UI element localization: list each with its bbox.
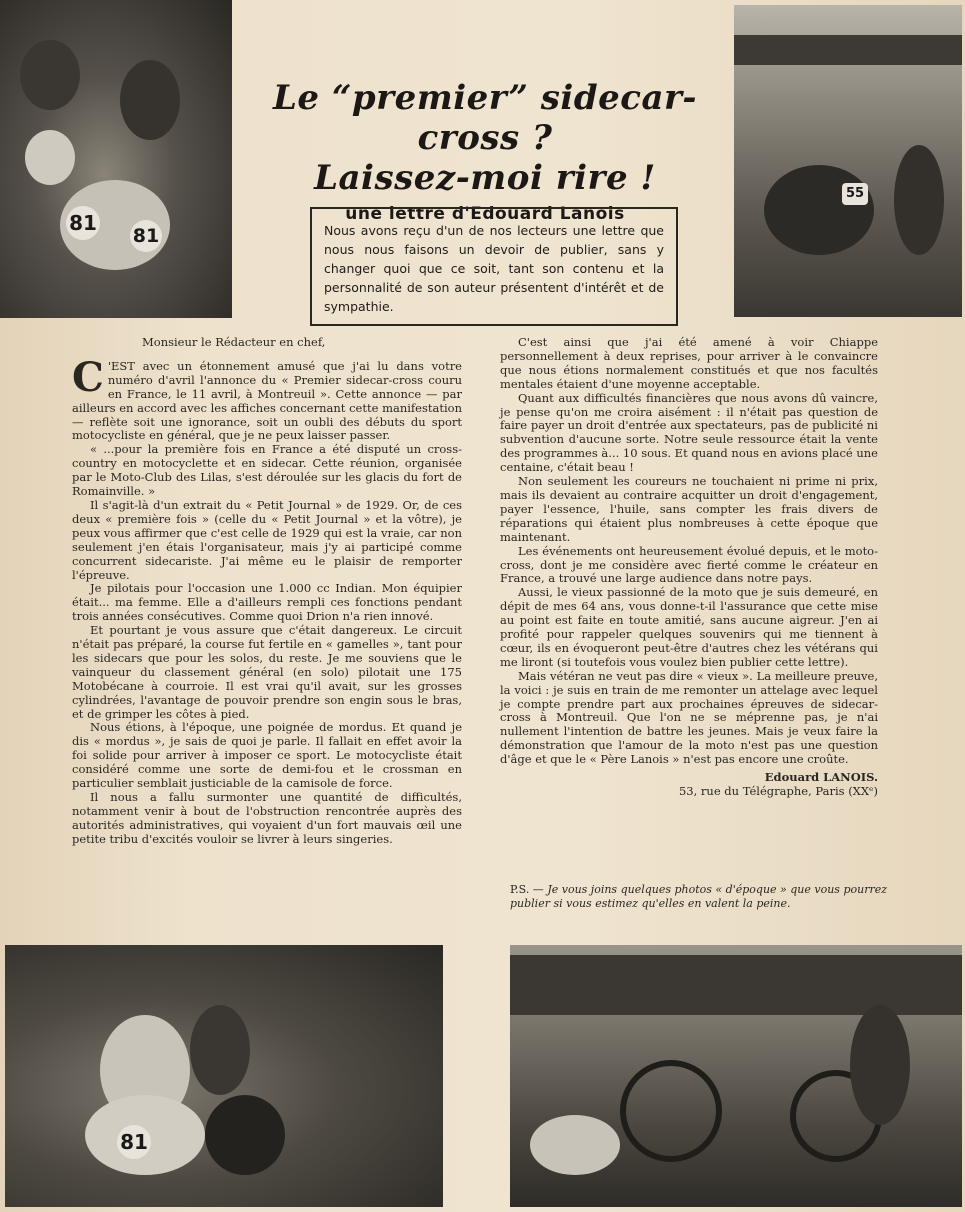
- sidecar-number-81-bottom: 81: [117, 1125, 151, 1159]
- left-paragraph-3: Il s'agit-là d'un extrait du « Petit Journal » de 1929. Or, de ces deux « première fois » (celle du « Petit Journal » et la vôtre), je peux vous affirmer que c'est celle de 1929 qui est la vraie, car non seulement j'en étais l'organisateur, mais j'y ai participé comme concurrent sidecariste. J'ai même eu le plaisir de remporter l'épreuve.: [72, 497, 462, 582]
- signature: Edouard LANOIS.: [764, 770, 878, 785]
- signature-address: 53, rue du Télégraphe, Paris (XXᵉ): [678, 784, 878, 798]
- headline: [240, 78, 730, 224]
- headline-line-1: Le “premier” sidecar-cross ?: [272, 78, 698, 158]
- headline-line-2: Laissez-moi rire !: [314, 158, 656, 198]
- photo-bottom-left: [5, 945, 443, 1207]
- left-column: [72, 336, 462, 847]
- photo-top-left: [0, 0, 232, 318]
- right-paragraph-1: C'est ainsi que j'ai été amené à voir Chiappe personnellement à deux reprises, pour arriver à le convaincre que nous étions normalement constitués et que nos facultés mentales étaient d'une moyenne acceptable.: [500, 335, 878, 391]
- left-paragraph-4: Je pilotais pour l'occasion une 1.000 cc Indian. Mon équipier était... ma femme. Elle a d'ailleurs rempli ces fonctions pendant trois années consécutives. Comme quoi Drion n'a rien innové.: [72, 581, 462, 624]
- salutation: Monsieur le Rédacteur en chef,: [142, 335, 326, 349]
- right-column: [500, 336, 878, 799]
- right-paragraph-6: Mais vétéran ne veut pas dire « vieux ». La meilleure preuve, la voici : je suis en train de me remonter un attelage avec lequel je compte prendre part aux prochaines épreuves de sidecar-cross à Montreuil. Que l'on ne se méprenne pas, je n'ai nullement l'intention de battre les jeunes. Mais je veux faire la démonstration que l'amour de la moto n'est pas une question d'âge et que le « Père Lanois » n'est pas encore une croûte.: [500, 668, 878, 767]
- left-paragraph-7: Il nous a fallu surmonter une quantité de difficultés, notamment venir à bout de l'obstruction rencontrée auprès des autorités administratives, qui voyaient d'un fort mauvais œil une petite tribu d'excités vouloir se livrer à leurs singeries.: [72, 790, 462, 846]
- postscript-label: P.S. —: [510, 883, 544, 896]
- left-paragraph-6: Nous étions, à l'époque, une poignée de mordus. Et quand je dis « mordus », je sais de quoi je parle. Il fallait en effet avoir la foi solide pour arriver à imposer ce sport. Le motocycliste était considéré comme une sorte de demi-fou et le crossman en particulier semblait justiciable de la camisole de force.: [72, 720, 462, 791]
- intro-box: Nous avons reçu d'un de nos lecteurs une lettre que nous nous faisons un devoir de publier, sans y changer quoi que ce soit, tant son contenu et la personnalité de son auteur présentent d'intérêt et de sympathie.: [310, 207, 678, 326]
- left-paragraph-1: C 'EST avec un étonnement amusé que j'ai lu dans votre numéro d'avril l'annonce du « Premier sidecar-cross couru en France, le 11 avril, à Montreuil ». Cette annonce — par ailleurs en accord avec les affiches concernant cette manifestation — reflète soit une ignorance, soit un oubli des débuts du sport motocycliste en général, que je ne peux laisser passer.: [72, 353, 462, 443]
- sidecar-number-81: 81: [66, 206, 100, 240]
- subtitle: une lettre d'Edouard Lanois: [345, 204, 625, 224]
- sidecar-number-55: 55: [842, 183, 868, 205]
- left-paragraph-5: Et pourtant je vous assure que c'était dangereux. Le circuit n'était pas préparé, la course fut fertile en « gamelles », tant pour les sidecars que pour les solos, du reste. Je me souviens que le vainqueur du classement général (en solo) pilotait une 175 Motobécane à courroie. Il est vrai qu'il avait, sur les grosses cylindrées, l'avantage de pouvoir prendre son engin sous le bras, et de grimper les côtes à pied.: [72, 623, 462, 721]
- right-paragraph-5: Aussi, le vieux passionné de la moto que je suis demeuré, en dépit de mes 64 ans, vous donne-t-il l'assurance que cette mise au point est faite en toute amitié, sans aucune aigreur. J'en ai profité pour rappeler quelques souvenirs qui me tiennent à cœur, ils en évoqueront peut-être d'autres chez les vétérans qui me liront (si toutefois vous voulez bien publier cette lettre).: [500, 585, 878, 669]
- right-paragraph-3: Non seulement les coureurs ne touchaient ni prime ni prix, mais ils devaient au contraire acquitter un droit d'engagement, payer l'essence, l'huile, sans compter les frais divers de réparations qui étaient plus nombreuses à cette époque que maintenant.: [500, 474, 878, 544]
- left-paragraph-2: « ...pour la première fois en France a été disputé un cross-country en motocyclette et en sidecar. Cette réunion, organisée par le Moto-Club des Lilas, s'est déroulée sur les glacis du fort de Romainville. »: [72, 442, 462, 499]
- right-paragraph-4: Les événements ont heureusement évolué depuis, et le moto-cross, dont je me considère avec fierté comme le créateur en France, a trouvé une large audience dans notre pays.: [500, 543, 878, 586]
- right-paragraph-2: Quant aux difficultés financières que nous avons dû vaincre, je pense qu'on me croira aisément : il n'était pas question de faire payer un droit d'entrée aux spectateurs, pas de publicité ni subvention d'aucune sorte. Notre seule ressource était la vente des programmes à... 10 sous. Et quand nous en avions placé une centaine, c'était beau !: [500, 390, 878, 475]
- postscript-text: Je vous joins quelques photos « d'époque » que vous pourrez publier si vous estimez qu'elles en valent la peine.: [510, 883, 888, 910]
- photo-top-right: [734, 5, 962, 317]
- photo-bottom-right: [510, 945, 962, 1207]
- postscript: [510, 883, 910, 911]
- sidecar-number-81-second: 81: [130, 220, 162, 252]
- dropcap: C: [72, 353, 104, 401]
